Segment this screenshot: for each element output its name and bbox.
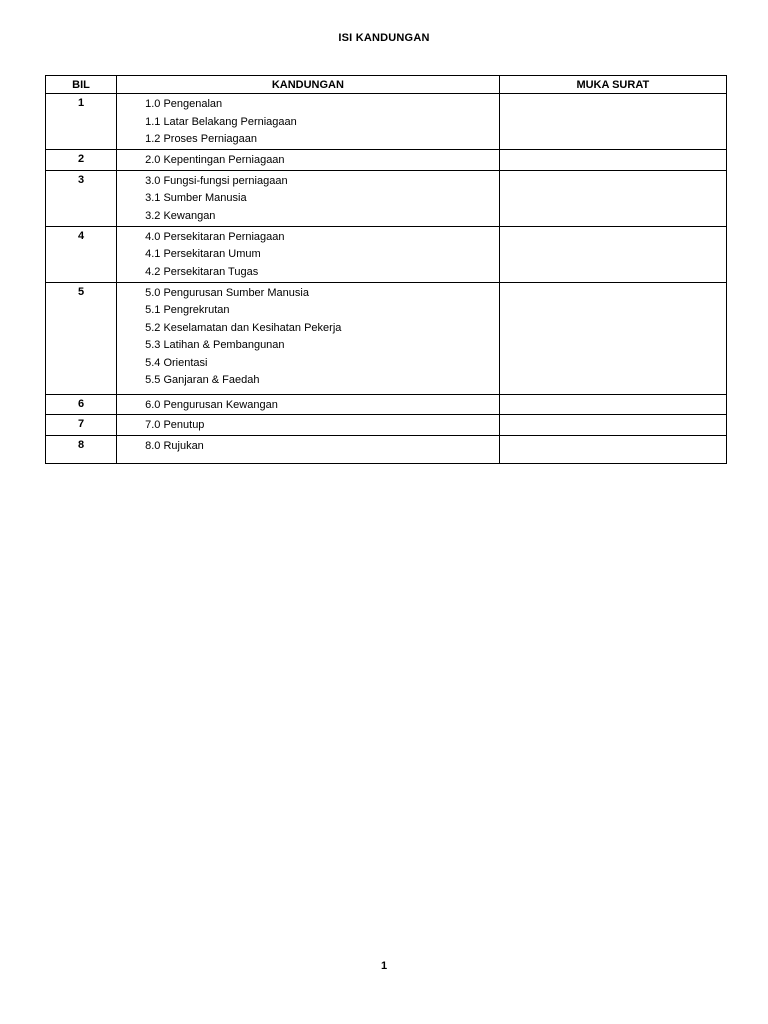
table-row <box>46 226 727 282</box>
row-page-number <box>499 150 726 171</box>
contents-entry: 4.2 Persekitaran Tugas <box>145 265 259 278</box>
row-number: 4 <box>46 226 117 282</box>
contents-entry: 1.1 Latar Belakang Perniagaan <box>145 115 297 128</box>
contents-entry: 5.0 Pengurusan Sumber Manusia <box>145 286 309 299</box>
row-number: 5 <box>46 282 117 394</box>
contents-entry: 5.4 Orientasi <box>145 356 208 369</box>
row-number: 7 <box>46 415 117 436</box>
row-contents <box>117 435 500 463</box>
row-page-number <box>499 282 726 394</box>
page-title: ISI KANDUNGAN <box>338 32 430 44</box>
contents-entry: 3.1 Sumber Manusia <box>145 192 247 204</box>
contents-entry: 5.1 Pengrekrutan <box>145 304 230 316</box>
row-contents <box>117 394 500 415</box>
table-header-row <box>46 76 727 94</box>
row-page-number <box>499 226 726 282</box>
row-contents <box>117 150 500 171</box>
row-contents <box>117 226 500 282</box>
table-row <box>46 150 727 171</box>
row-contents <box>117 94 500 150</box>
row-contents <box>117 170 500 226</box>
table-body <box>46 94 727 464</box>
table-row <box>46 282 727 394</box>
contents-table <box>45 75 727 464</box>
table-row <box>46 94 727 150</box>
table-row <box>46 415 727 436</box>
contents-entry: 4.1 Persekitaran Umum <box>145 248 261 260</box>
row-number: 6 <box>46 394 117 415</box>
table-row <box>46 394 727 415</box>
row-number: 2 <box>46 150 117 171</box>
header-bil: BIL <box>46 76 117 94</box>
contents-entry: 8.0 Rujukan <box>145 439 204 452</box>
contents-entry: 7.0 Penutup <box>145 419 205 431</box>
row-page-number <box>499 435 726 463</box>
contents-entry: 4.0 Persekitaran Perniagaan <box>145 230 285 243</box>
page-number: 1 <box>380 960 388 972</box>
row-page-number <box>499 170 726 226</box>
row-page-number <box>499 94 726 150</box>
contents-entry: 5.3 Latihan & Pembangunan <box>145 339 285 351</box>
row-number: 3 <box>46 170 117 226</box>
contents-entry: 3.0 Fungsi-fungsi perniagaan <box>145 174 288 187</box>
contents-entry: 6.0 Pengurusan Kewangan <box>145 398 278 411</box>
row-page-number <box>499 394 726 415</box>
row-contents <box>117 282 500 394</box>
header-muka-surat: MUKA SURAT <box>499 76 726 94</box>
contents-entry: 1.0 Pengenalan <box>145 98 223 110</box>
contents-entry: 1.2 Proses Perniagaan <box>145 133 258 145</box>
table-row <box>46 170 727 226</box>
contents-entry: 5.5 Ganjaran & Faedah <box>145 374 260 386</box>
contents-entry: 2.0 Kepentingan Perniagaan <box>145 154 285 166</box>
header-kandungan: KANDUNGAN <box>117 76 500 94</box>
row-contents <box>117 415 500 436</box>
contents-entry: 5.2 Keselamatan dan Kesihatan Pekerja <box>145 321 342 334</box>
table-row <box>46 435 727 463</box>
row-number: 1 <box>46 94 117 150</box>
row-number: 8 <box>46 435 117 463</box>
row-page-number <box>499 415 726 436</box>
contents-entry: 3.2 Kewangan <box>145 209 216 222</box>
